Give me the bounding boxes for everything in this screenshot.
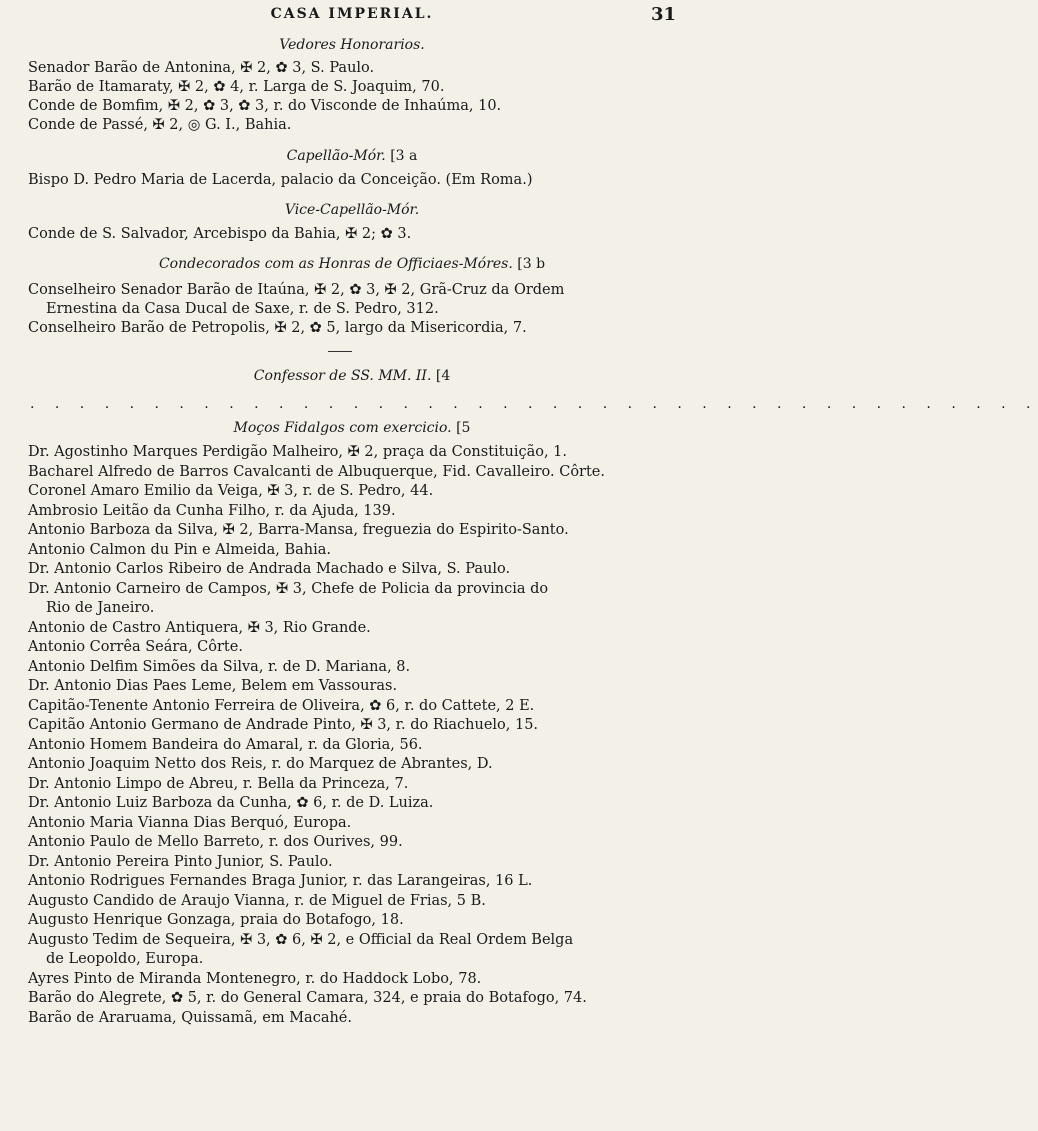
section-mark: [4 (435, 368, 451, 384)
divider (328, 351, 352, 352)
entry-line: Antonio Maria Vianna Dias Berquó, Europa. (28, 814, 352, 831)
heading-text: Capellão-Mór. (286, 148, 386, 164)
section-mark: [3 a (390, 148, 418, 164)
entry-line: Bacharel Alfredo de Barros Cavalcanti de Albuquerque, Fid. Cavalleiro. Côrte. (28, 463, 605, 480)
entry-line: Antonio Rodrigues Fernandes Braga Junior, r. das Larangeiras, 16 L. (28, 873, 533, 889)
entry-line: de Leopoldo, Europa. (46, 951, 204, 967)
entry-line: Coronel Amaro Emilio da Veiga, ✠ 3, r. de S. Pedro, 44. (28, 483, 434, 499)
entry-line: Capitão-Tenente Antonio Ferreira de Oliveira, ✿ 6, r. do Cattete, 2 E. (28, 697, 535, 714)
entry-line: Antonio Barboza da Silva, ✠ 2, Barra-Mansa, freguezia do Espirito-Santo. (28, 522, 569, 538)
heading-text: Confessor de SS. MM. II. (253, 368, 432, 384)
entry-line: Augusto Candido de Araujo Vianna, r. de Miguel de Frias, 5 B. (28, 892, 486, 909)
entry-line: Dr. Antonio Dias Paes Leme, Belem em Vassouras. (28, 678, 398, 694)
entry-line: Antonio Corrêa Seára, Côrte. (28, 639, 243, 655)
heading-text: Condecorados com as Honras de Officiaes-Móres. (158, 256, 513, 272)
entry-line: Capitão Antonio Germano de Andrade Pinto, ✠ 3, r. do Riachuelo, 15. (28, 717, 539, 733)
entry-line: Antonio Calmon du Pin e Almeida, Bahia. (28, 541, 331, 558)
section-heading-vedores: Vedores Honorarios. (279, 37, 425, 53)
entry-line: Ambrosio Leitão da Cunha Filho, r. da Ajuda, 139. (28, 502, 396, 519)
entry-line: Antonio Delfim Simões da Silva, r. de D. Mariana, 8. (28, 658, 411, 675)
section-heading-condecorados (0, 256, 704, 273)
running-header: CASA IMPERIAL. (270, 6, 434, 22)
entry-line: Conde de Passé, ✠ 2, ◎ G. I., Bahia. (28, 117, 292, 133)
dotted-leader: . . . . . . . . . . . . . . . . . . . . . . . . . . . . . . . . . . . . . . . . . (30, 396, 1038, 412)
section-heading-capellao (0, 148, 704, 165)
section-heading-mocos (0, 420, 704, 437)
page-number: 31 (650, 4, 676, 25)
entry-line: Bispo D. Pedro Maria de Lacerda, palacio da Conceição. (Em Roma.) (28, 172, 533, 188)
entry-line: Dr. Antonio Carlos Ribeiro de Andrada Machado e Silva, S. Paulo. (28, 561, 511, 577)
entry-line: Dr. Agostinho Marques Perdigão Malheiro, ✠ 2, praça da Constituição, 1. (28, 444, 568, 460)
entry-line: Conselheiro Senador Barão de Itaúna, ✠ 2, ✿ 3, ✠ 2, Grã-Cruz da Ordem (28, 282, 565, 298)
entry-line: Augusto Henrique Gonzaga, praia do Botafogo, 18. (28, 912, 404, 928)
heading-text: Moços Fidalgos com exercicio. (233, 420, 452, 436)
entry-line: Ernestina da Casa Ducal de Saxe, r. de S. Pedro, 312. (46, 301, 439, 317)
entry-line: Augusto Tedim de Sequeira, ✠ 3, ✿ 6, ✠ 2, e Official da Real Ordem Belga (28, 931, 574, 948)
section-heading-confessor (0, 368, 704, 385)
section-mark: [5 (456, 420, 471, 436)
entry-line: Senador Barão de Antonina, ✠ 2, ✿ 3, S. Paulo. (28, 60, 375, 76)
entry-line: Dr. Antonio Luiz Barboza da Cunha, ✿ 6, r. de D. Luiza. (28, 795, 434, 811)
entry-line: Conde de Bomfim, ✠ 2, ✿ 3, ✿ 3, r. do Visconde de Inhaúma, 10. (28, 98, 502, 114)
entry-line: Barão de Araruama, Quissamã, em Macahé. (28, 1009, 352, 1026)
entry-line: Antonio Joaquim Netto dos Reis, r. do Marquez de Abrantes, D. (28, 756, 493, 772)
entry-line: Antonio de Castro Antiquera, ✠ 3, Rio Grande. (28, 619, 371, 636)
entry-line: Dr. Antonio Carneiro de Campos, ✠ 3, Chefe de Policia da provincia do (28, 580, 549, 597)
entry-line: Ayres Pinto de Miranda Montenegro, r. do Haddock Lobo, 78. (28, 970, 482, 987)
entry-line: Conselheiro Barão de Petropolis, ✠ 2, ✿ 5, largo da Misericordia, 7. (28, 320, 527, 336)
entry-line: Barão de Itamaraty, ✠ 2, ✿ 4, r. Larga de S. Joaquim, 70. (28, 79, 445, 95)
section-heading-vice: Vice-Capellão-Mór. (284, 202, 420, 218)
entry-line: Dr. Antonio Limpo de Abreu, r. Bella da Princeza, 7. (28, 775, 409, 792)
entry-line: Rio de Janeiro. (46, 600, 155, 616)
entry-line: Conde de S. Salvador, Arcebispo da Bahia, ✠ 2; ✿ 3. (28, 226, 412, 242)
section-mark: [3 b (517, 256, 546, 272)
entry-line: Barão do Alegrete, ✿ 5, r. do General Camara, 324, e praia do Botafogo, 74. (28, 990, 587, 1006)
entry-line: Antonio Homem Bandeira do Amaral, r. da Gloria, 56. (28, 736, 423, 753)
entry-line: Antonio Paulo de Mello Barreto, r. dos Ourives, 99. (28, 834, 403, 850)
entry-line: Dr. Antonio Pereira Pinto Junior, S. Paulo. (28, 853, 333, 870)
